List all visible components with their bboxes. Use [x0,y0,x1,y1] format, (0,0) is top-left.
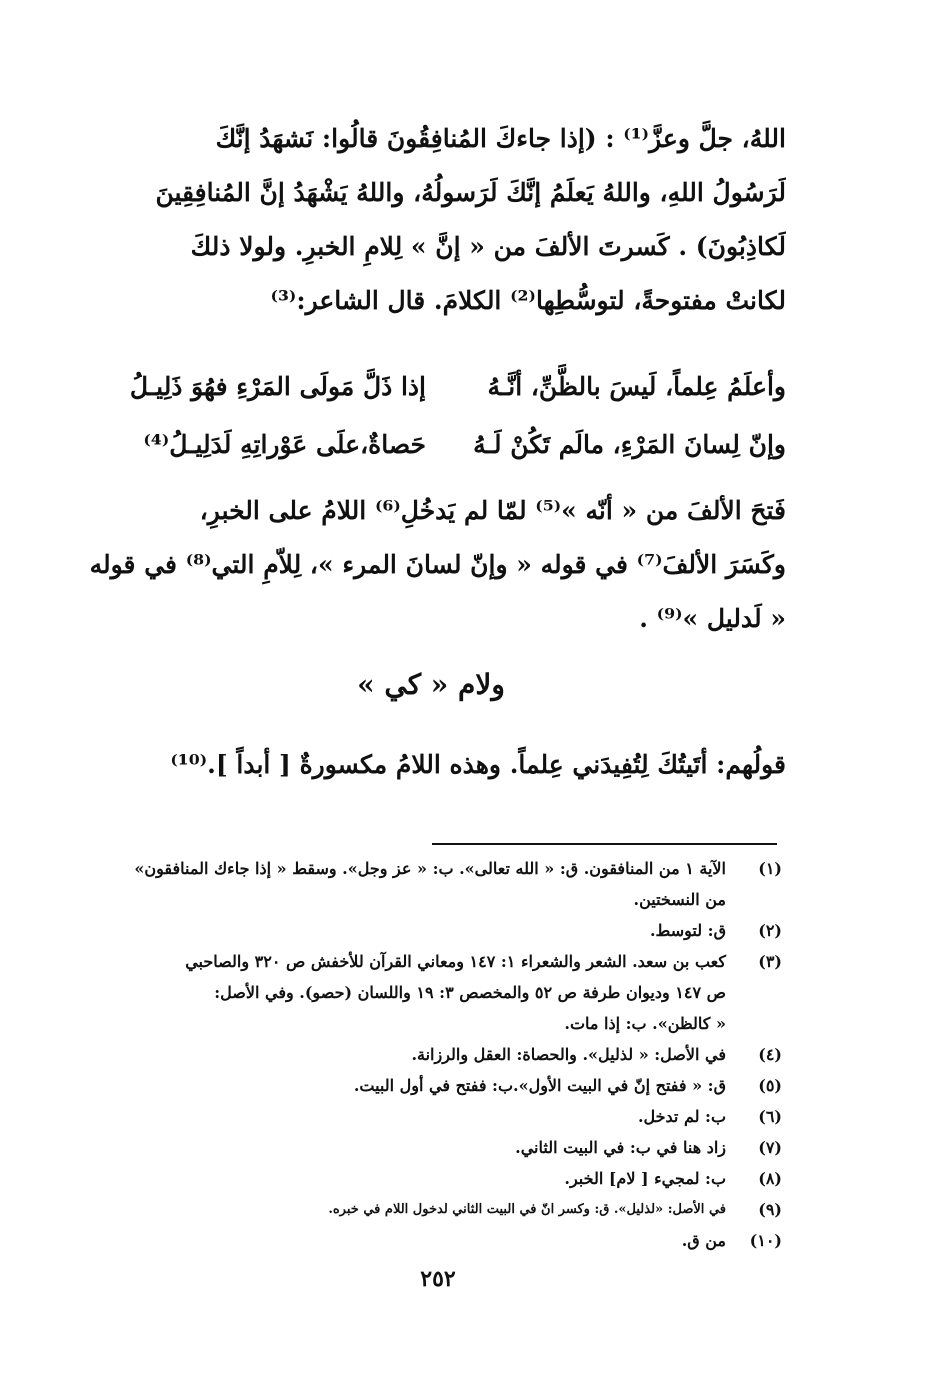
text-line: وكَسَرَ الألفَ⁽⁷⁾ في قوله « وإنّ لسانَ المرء »، لِلاّمِ التي⁽⁸⁾ في قوله [89,550,786,579]
page-number: ٢٥٢ [420,1266,456,1292]
text-line: لَكاذِبُونَ) . كَسرتَ الألفَ من « إنَّ » لِلامِ الخبرِ. ولولا ذلكَ [190,232,786,261]
footnote-text: ب: لم تدخل. [637,1107,726,1126]
footnote-number: (١) [758,859,782,878]
verse-first-hemistich: وإنّ لِسانَ المَرْءِ، مالَم تَكُنْ لَـهُ [473,430,786,459]
footnote [70,1225,782,1256]
footnote-text: ق: « ففتح إنّ في البيت الأول».ب: ففتح في أول البيت. [353,1076,726,1095]
text-line: قولُهم: أتَيتُكَ لِتُفِيدَني عِلماً. وهذه اللامُ مكسورةٌ [ أبداً ].⁽¹⁰⁾ [170,750,786,779]
section-heading: ولام « كي » [357,668,505,701]
footnote-line: الآية ١ من المنافقون. ق: « الله تعالى». ب: « عز وجل». وسقط « إذا جاءك المنافقون» [134,859,726,878]
footnote-text: ب: لمجيء [ لام] الخبر. [564,1169,726,1188]
paragraph-1 [76,112,786,328]
verse-line [76,416,786,474]
poetry-verse [76,358,786,474]
footnote-line: « كالظن». ب: إذا مات. [564,1014,726,1033]
text-line: فَتحَ الألفَ من « أنّه »⁽⁵⁾ لمّا لم يَدخُلِ⁽⁶⁾ اللامُ على الخبرِ، [199,496,786,525]
verse-second-hemistich: إذا ذَلَّ مَولَى المَرْءِ فهُوَ ذَلِيـلُ [129,372,426,401]
footnote-number: (٥) [758,1076,782,1095]
footnote [70,1101,782,1132]
verse-line [76,358,786,416]
footnote [70,915,782,946]
paragraph-2 [76,484,786,646]
footnote-text: من ق. [681,1231,726,1250]
footnote [70,1039,782,1070]
footnote-text: زاد هنا في ب: في البيت الثاني. [515,1138,726,1157]
footnote-number: (٦) [758,1107,782,1126]
footnote-text [70,946,726,1039]
paragraph-3 [76,738,786,792]
footnote-text [70,853,726,915]
footnote-number: (٨) [758,1169,782,1188]
text-line: اللهُ، جلَّ وعزَّ⁽¹⁾ : (إذا جاءكَ المُنافِقُونَ قالُوا: نَشهَدُ إنَّكَ [215,124,786,153]
footnote-line: ص ١٤٧ وديوان طرفة ص ٥٢ والمخصص ٣: ١٩ واللسان (حصو). وفي الأصل: [214,983,726,1002]
text-line: « لَدليل »⁽⁹⁾ . [639,604,786,633]
footnote-number: (١٠) [749,1231,782,1250]
text-line: لكانتْ مفتوحةً، لتوسُّطِها⁽²⁾ الكلامَ. قال الشاعر:⁽³⁾ [270,286,786,315]
footnote [70,1194,782,1225]
footnote-number: (٩) [758,1200,782,1219]
footnotes [70,853,782,1256]
footnote-text: في الأصل: «لذليل». ق: وكسر انّ في البيت الثاني لدخول اللام في خبره. [328,1202,726,1217]
footnote-number: (٣) [758,952,782,971]
footnote-divider [432,843,777,845]
footnote-line: من النسختين. [633,890,726,909]
footnote-number: (٢) [758,921,782,940]
verse-first-hemistich: وأعلَمُ عِلماً، لَيسَ بالظَّنِّ، أنَّـهُ [487,372,786,401]
footnote-line: كعب بن سعد. الشعر والشعراء ١: ١٤٧ ومعاني القرآن للأخفش ص ٣٢٠ والصاحبي [185,952,726,971]
footnote-number: (٤) [758,1045,782,1064]
footnote-text: ق: لتوسط. [649,921,726,940]
footnote [70,1070,782,1101]
footnote-number: (٧) [758,1138,782,1157]
verse-second-hemistich: حَصاةٌ،علَى عَوْراتِهِ لَدَلِيـلُ⁽⁴⁾ [143,430,426,459]
footnote [70,1163,782,1194]
footnote [70,853,782,915]
text-line: لَرَسُولُ اللهِ، واللهُ يَعلَمُ إنَّكَ لَرَسولُهُ، واللهُ يَشْهَدُ إنَّ المُنافِقِينَ [155,178,786,207]
footnote-text: في الأصل: « لذليل». والحصاة: العقل والرزانة. [411,1045,726,1064]
footnote [70,946,782,1039]
footnote [70,1132,782,1163]
